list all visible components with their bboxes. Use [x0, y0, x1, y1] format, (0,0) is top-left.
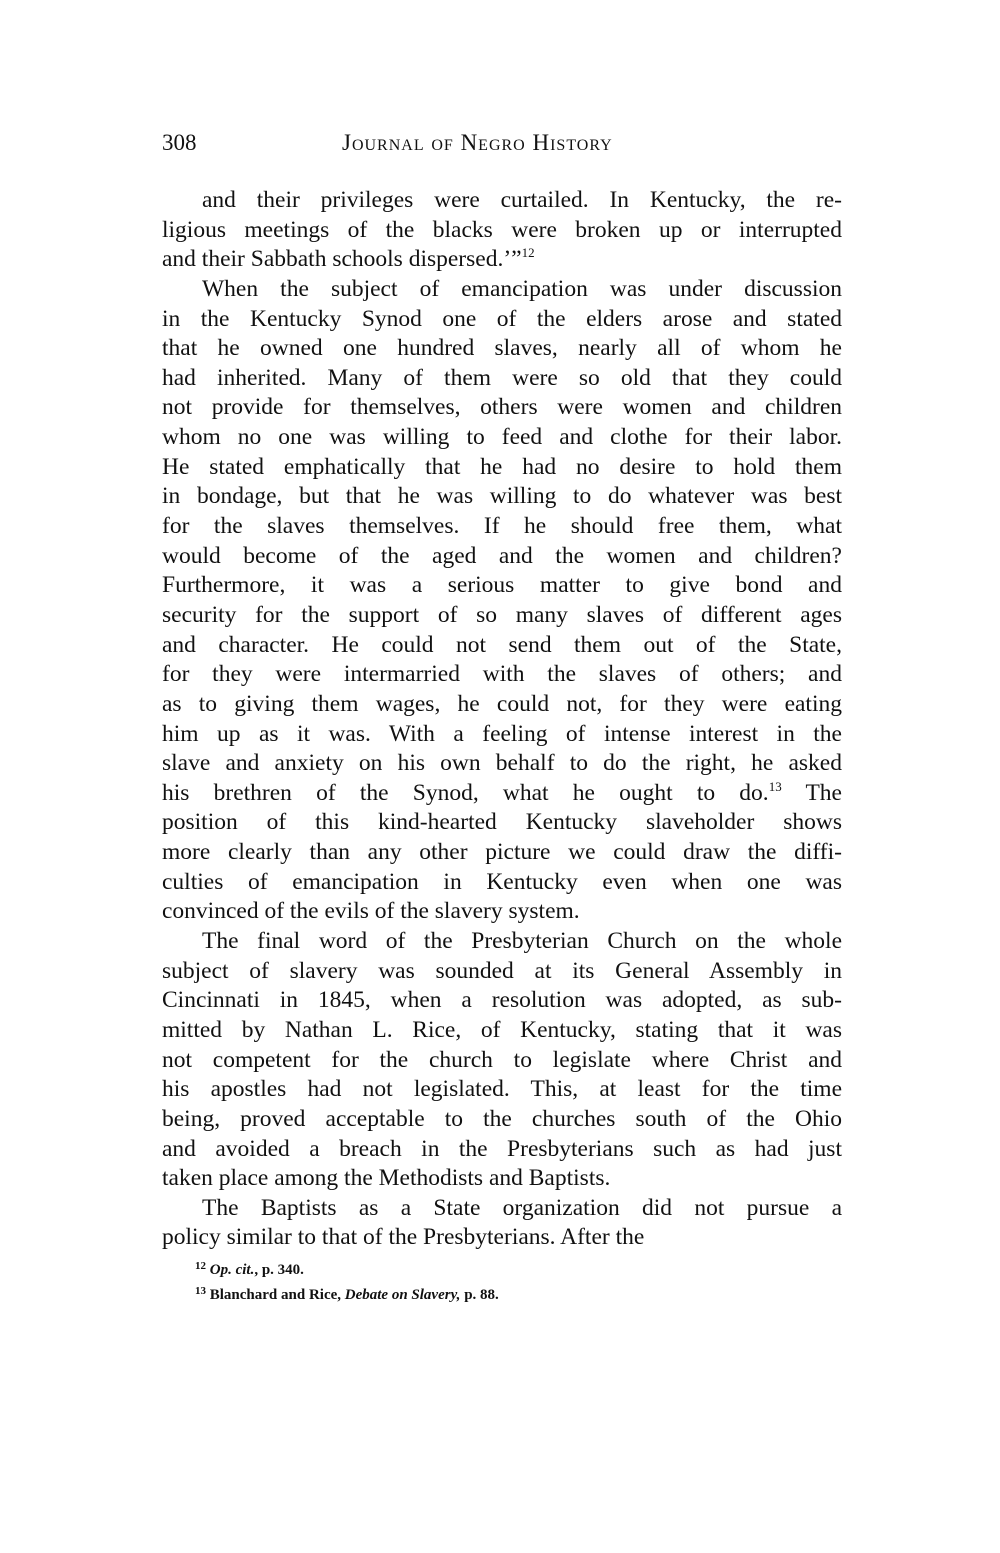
text-line: more clearly than any other picture we could draw the diffi- [162, 839, 842, 866]
running-title: Journal of Negro History [342, 130, 613, 155]
text-line: Cincinnati in 1845, when a resolution was adopted, as sub- [162, 987, 842, 1014]
text-line: for they were intermarried with the slaves of others; and [162, 661, 842, 688]
footnote-ref: 12 [521, 245, 535, 261]
text-line: him up as it was. With a feeling of intense interest in the [162, 720, 842, 747]
text-line: not competent for the church to legislate where Christ and [162, 1046, 842, 1073]
text-line: and their Sabbath schools dispersed.’”$^{12}$ [162, 245, 535, 273]
text-line: in the Kentucky Synod one of the elders arose and stated [162, 305, 842, 332]
footnotes [195, 1258, 835, 1308]
footnote-13: $^{13}$ Blanchard and Rice, Debate on Slavery, p. 88. [195, 1285, 499, 1303]
text-line: not provide for themselves, others were women and children [162, 394, 842, 421]
text-line: for the slaves themselves. If he should free them, what [162, 513, 842, 540]
text-line: his brethren of the Synod, what he ought to do.$^{13}$ The [162, 778, 842, 806]
text-line: whom no one was willing to feed and clothe for their labor. [162, 424, 842, 451]
text-line: When the subject of emancipation was under discussion [202, 275, 842, 302]
text-line: that he owned one hundred slaves, nearly all of whom he [162, 335, 842, 362]
text-line: his apostles had not legislated. This, at least for the time [162, 1076, 842, 1103]
running-header [162, 130, 842, 164]
text-line: subject of slavery was sounded at its General Assembly in [162, 957, 842, 984]
text-line: slave and anxiety on his own behalf to do the right, he asked [162, 750, 842, 777]
text-line: and character. He could not send them out of the State, [162, 631, 842, 658]
text-line: The Baptists as a State organization did not pursue a [202, 1194, 842, 1221]
body-text [162, 186, 842, 1253]
text-line: convinced of the evils of the slavery system. [162, 898, 580, 925]
text-line: position of this kind-hearted Kentucky slaveholder shows [162, 809, 842, 836]
text-line: in bondage, but that he was willing to do whatever was best [162, 483, 842, 510]
footnote-12: $^{12}$ Op. cit., p. 340. [195, 1260, 304, 1278]
text-line: policy similar to that of the Presbyterians. After the [162, 1224, 645, 1251]
text-line: and avoided a breach in the Presbyterians such as had just [162, 1135, 842, 1162]
text-line: being, proved acceptable to the churches south of the Ohio [162, 1105, 842, 1132]
text-line: had inherited. Many of them were so old that they could [162, 364, 842, 391]
text-line: He stated emphatically that he had no desire to hold them [162, 453, 842, 480]
page-number: 308 [162, 130, 197, 155]
text-line: Furthermore, it was a serious matter to give bond and [162, 572, 842, 599]
text-line: security for the support of so many slaves of different ages [162, 601, 842, 628]
text-line: culties of emancipation in Kentucky even when one was [162, 868, 842, 895]
text-line: mitted by Nathan L. Rice, of Kentucky, stating that it was [162, 1016, 842, 1043]
text-line: The final word of the Presbyterian Church on the whole [202, 928, 842, 955]
text-line: ligious meetings of the blacks were broken up or interrupted [162, 216, 842, 243]
footnote-ref: 13 [768, 778, 782, 794]
text-line: and their privileges were curtailed. In Kentucky, the re- [202, 187, 842, 213]
text-line: taken place among the Methodists and Baptists. [162, 1165, 611, 1192]
text-line: would become of the aged and the women and children? [162, 542, 842, 569]
text-line: as to giving them wages, he could not, for they were eating [162, 690, 842, 717]
